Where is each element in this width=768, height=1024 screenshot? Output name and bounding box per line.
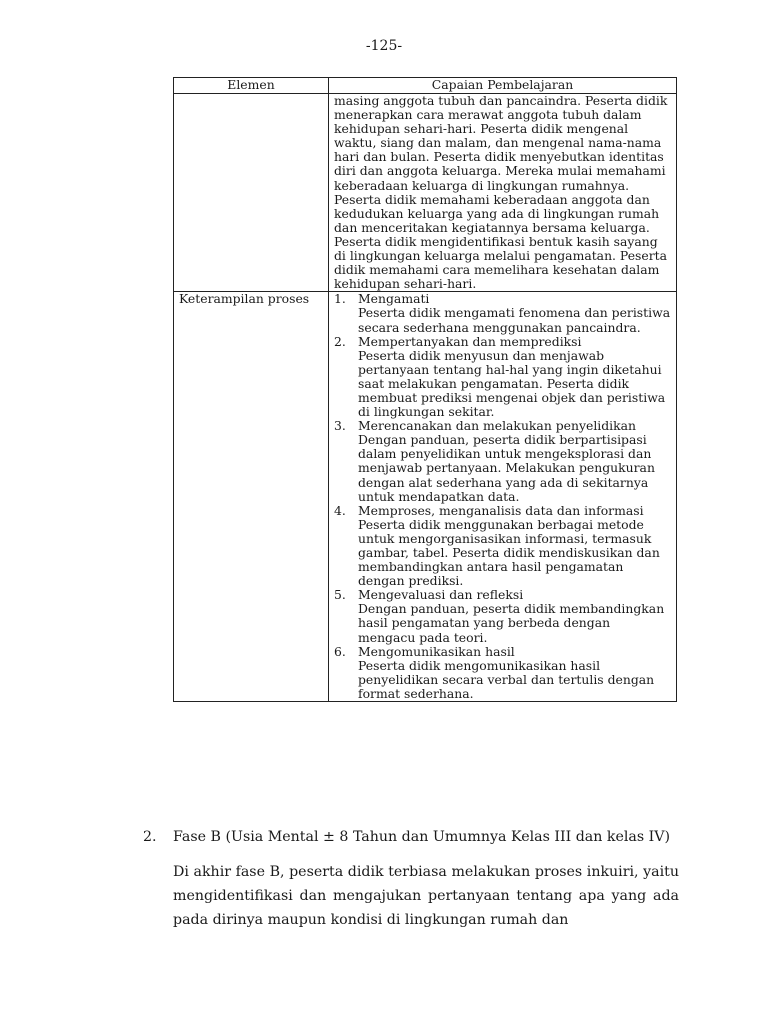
- section-heading: [143, 824, 679, 850]
- list-item: [334, 645, 671, 701]
- row2-capaian: [329, 292, 677, 702]
- list-item-number: 5.: [334, 587, 346, 603]
- list-item-description: Peserta didik menyusun dan menjawab pertanyaan tentang hal-hal yang ingin diketahui saat melakukan pengamatan. Peserta didik membuat prediksi mengenai objek dan peristiwa di lingkungan sekitar.: [358, 347, 666, 420]
- list-item-title: Mengomunikasikan hasil: [358, 643, 515, 659]
- list-item-description: Dengan panduan, peserta didik membandingkan hasil pengamatan yang berbeda dengan mengacu pada teori.: [358, 601, 665, 645]
- list-item-number: 6.: [334, 643, 346, 659]
- list-item: [334, 504, 671, 589]
- section-paragraph: Di akhir fase B, peserta didik terbiasa melakukan proses inkuiri, yaitu mengidentifikasi dan mengajukan pertanyaan tentang apa yang ada pada dirinya maupun kondisi di lingkungan rumah dan: [173, 864, 679, 928]
- table-row: [174, 292, 677, 702]
- list-item-title: Mengevaluasi dan refleksi: [358, 587, 524, 603]
- fase-b-section: [143, 824, 679, 932]
- header-capaian: Capaian Pembelajaran: [329, 78, 677, 94]
- list-item-title: Mempertanyakan dan memprediksi: [358, 333, 582, 349]
- list-item: [334, 292, 671, 334]
- section-title: Fase B (Usia Mental ± 8 Tahun dan Umumnya Kelas III dan kelas IV): [173, 829, 671, 845]
- row2-elemen: Keterampilan proses: [174, 292, 329, 702]
- list-item-number: 4.: [334, 502, 346, 518]
- list-item-number: 2.: [334, 333, 346, 349]
- proses-list: [334, 292, 671, 701]
- header-elemen: Elemen: [174, 78, 329, 94]
- list-item-description: Dengan panduan, peserta didik berpartisipasi dalam penyelidikan untuk mengeksplorasi dan menjawab pertanyaan. Melakukan pengukuran dengan alat sederhana yang ada di sekitarnya untuk mendapatkan data.: [358, 432, 655, 504]
- list-item-description: Peserta didik mengamati fenomena dan peristiwa secara sederhana menggunakan pancaindra.: [358, 305, 671, 335]
- table-row: [174, 94, 677, 292]
- list-item-description: Peserta didik mengomunikasikan hasil penyelidikan secara verbal dan tertulis dengan format sederhana.: [358, 657, 655, 701]
- list-item-number: 1.: [334, 291, 346, 307]
- section-number: 2.: [143, 829, 157, 845]
- table-header-row: [174, 78, 677, 94]
- list-item-description: Peserta didik menggunakan berbagai metode untuk mengorganisasikan informasi, termasuk gambar, tabel. Peserta didik mendiskusikan dan membandingkan antara hasil pengamatan dengan prediksi.: [358, 516, 660, 589]
- list-item-title: Memproses, menganalisis data dan informasi: [358, 502, 644, 518]
- capaian-table: [173, 77, 677, 702]
- row1-capaian: [329, 94, 677, 292]
- page-number: -125-: [365, 38, 403, 54]
- list-item: [334, 588, 671, 644]
- list-item: [334, 419, 671, 504]
- list-item: [334, 335, 671, 420]
- list-item-number: 3.: [334, 418, 346, 434]
- row1-elemen: [174, 94, 329, 292]
- list-item-title: Mengamati: [358, 291, 430, 307]
- row1-capaian-text: masing anggota tubuh dan pancaindra. Peserta didik menerapkan cara merawat anggota tubuh dalam kehidupan sehari-hari. Peserta didik mengenal waktu, siang dan malam, dan mengenal nama-nama hari dan bulan. Peserta didik menyebutkan identitas diri dan anggota keluarga. Mereka mulai memahami keberadaan keluarga di lingkungan rumahnya. Peserta didik memahami keberadaan anggota dan kedudukan keluarga yang ada di lingkungan rumah dan menceritakan kegiatannya bersama keluarga. Peserta didik mengidentifikasi bentuk kasih sayang di lingkungan keluarga melalui pengamatan. Peserta didik memahami cara memelihara kesehatan dalam kehidupan sehari-hari.: [334, 93, 668, 292]
- list-item-title: Merencanakan dan melakukan penyelidikan: [358, 418, 637, 434]
